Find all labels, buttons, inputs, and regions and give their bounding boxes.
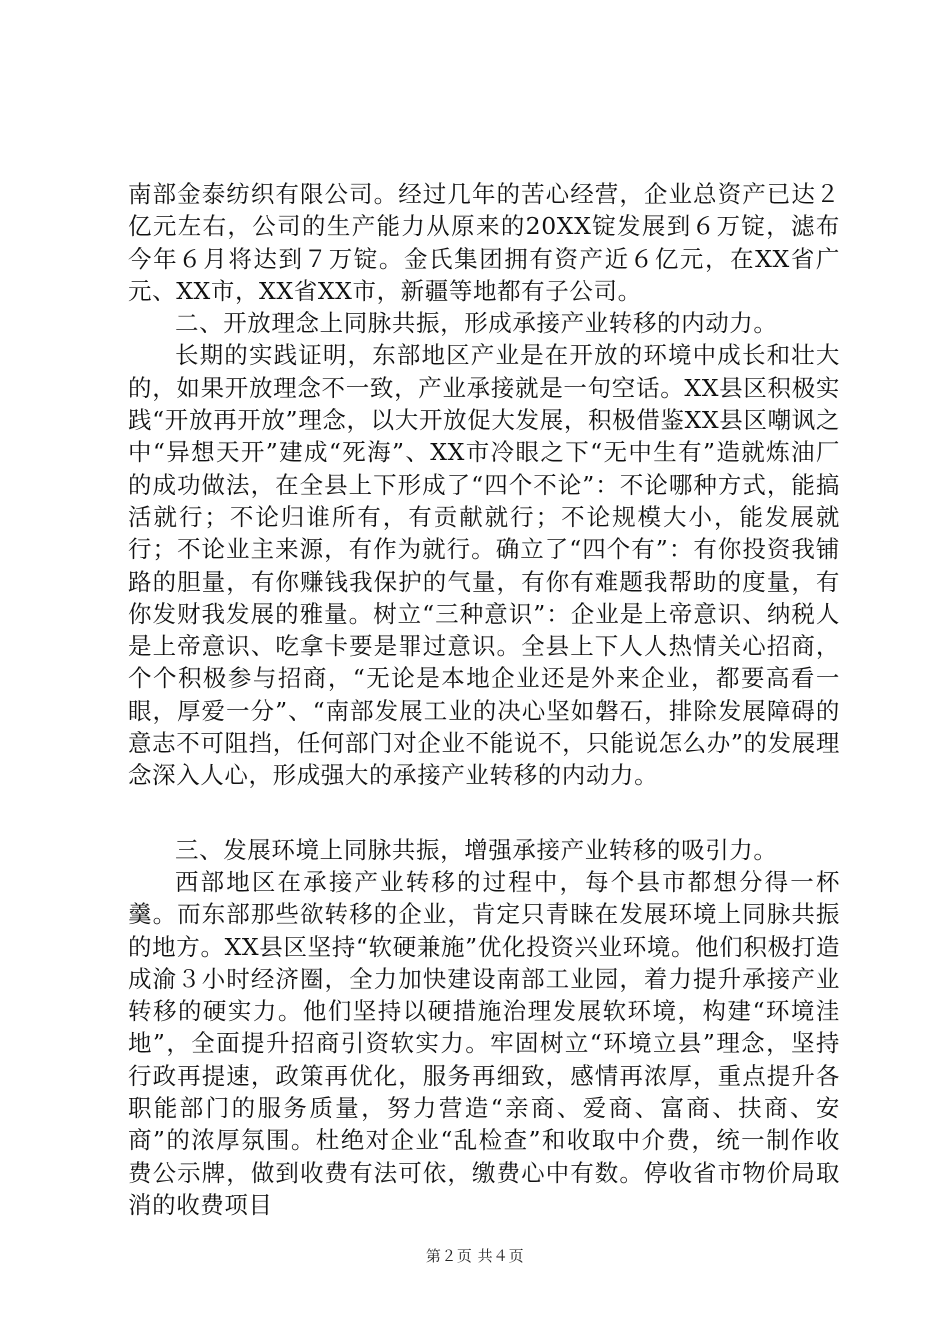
paragraph-continuation: 南部金泰纺织有限公司。经过几年的苦心经营，企业总资产已达２亿元左右，公司的生产能力从原来的20XX锭发展到６万锭，滤布今年６月将达到７万锭。金氏集团拥有资产近６亿元，在XX省广元、XX市，XX省XX市，新疆等地都有子公司。: [128, 180, 840, 305]
section-heading-2: 二、开放理念上同脉共振，形成承接产业转移的内动力。: [175, 309, 778, 338]
paragraph-environment: 西部地区在承接产业转移的过程中，每个县市都想分得一杯羹。而东部那些欲转移的企业，肯定只青睐在发展环境上同脉共振的地方。XX县区坚持“软硬兼施”优化投资兴业环境。他们积极打造成渝３小时经济圈，全力加快建设南部工业园，着力提升承接产业转移的硬实力。他们坚持以硬措施治理发展软环境，构建“环境洼地”，全面提升招商引资软实力。牢固树立“环境立县”理念，坚持行政再提速，政策再优化，服务再细致，感情再浓厚，重点提升各职能部门的服务质量，努力营造“亲商、爱商、富商、扶商、安商”的浓厚氛围。杜绝对企业“乱检查”和收取中介费，统一制作收费公示牌，做到收费有法可依，缴费心中有数。停收省市物价局取消的收费项目: [128, 867, 840, 1219]
page-footer: 第２页 共４页: [425, 1247, 525, 1265]
paragraph-gap: [128, 792, 840, 834]
document-body: [128, 178, 840, 1221]
section-heading-3: 三、发展环境上同脉共振，增强承接产业转移的吸引力。: [175, 835, 778, 864]
paragraph-openness: 长期的实践证明，东部地区产业是在开放的环境中成长和壮大的，如果开放理念不一致，产业承接就是一句空话。XX县区积极实践“开放再开放”理念，以大开放促大发展，积极借鉴XX县区嘲讽之中“异想天开”建成“死海”、XX市冷眼之下“无中生有”造就炼油厂的成功做法，在全县上下形成了“四个不论”：不论哪种方式，能搞活就行；不论归谁所有，有贡献就行；不论规模大小，能发展就行；不论业主来源，有作为就行。确立了“四个有”：有你投资我铺路的胆量，有你赚钱我保护的气量，有你有难题我帮助的度量，有你发财我发展的雅量。树立“三种意识”：企业是上帝意识、纳税人是上帝意识、吃拿卡要是罪过意识。全县上下人人热情关心招商，个个积极参与招商，“无论是本地企业还是外来企业，都要高看一眼，厚爱一分”、“南部发展工业的决心坚如磐石，排除发展障碍的意志不可阻挡，任何部门对企业不能说不，只能说怎么办”的发展理念深入人心，形成强大的承接产业转移的内动力。: [128, 341, 840, 790]
